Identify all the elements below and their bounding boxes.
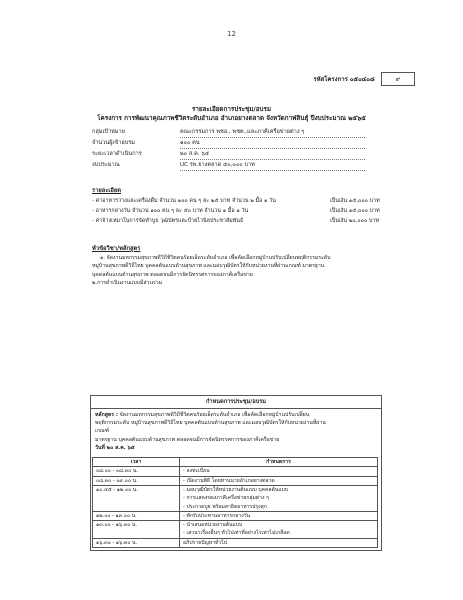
schedule-table xyxy=(92,457,378,548)
course-line: เกณฑ์ xyxy=(95,428,110,435)
column-header-agenda: กำหนดการ xyxy=(180,458,378,467)
schedule-day: วันที่ ๒๐ ส.ค. ๖๕ xyxy=(95,444,135,451)
info-label: กลุ่มเป้าหมาย xyxy=(92,129,125,135)
schedule-box xyxy=(90,395,382,551)
table-row xyxy=(93,538,378,547)
info-row-budget xyxy=(92,160,365,171)
row-time: ๐๘.๓๐ - ๐๙.๐๐ น. xyxy=(93,476,180,485)
project-code-row xyxy=(313,72,415,86)
project-code-label: รหัสโครงการ ๐๕๐๔๐๘ xyxy=(313,76,375,83)
row-time: ๑๓.๐๐ - ๑๖.๓๐ น. xyxy=(93,521,180,539)
row-time: ๑๐.๔๕ - ๑๒.๐๐ น. xyxy=(93,485,180,511)
info-label: ระยะเวลาดำเนินการ xyxy=(92,151,142,157)
row-agenda xyxy=(180,521,378,539)
budget-item-amount: เป็นเงิน ๒๐,๐๐๐ บาท xyxy=(330,218,379,224)
agenda-line: - ลงทะเบียน xyxy=(183,468,210,475)
page-number: 12 xyxy=(227,30,236,38)
agenda-line: - มอบวุฒิบัตรให้หน่วยงานต้นแบบ บุคคลต้นแบบ xyxy=(183,486,289,493)
budget-item-amount: เป็นเงิน ๑๕,๐๐๐ บาท xyxy=(330,198,380,204)
agenda-line: - พักรับประทานอาหารกลางวัน xyxy=(183,512,251,519)
project-info xyxy=(92,127,365,171)
info-value: ๑๐๐ คน xyxy=(180,138,365,149)
info-row-target xyxy=(92,127,365,138)
budget-item-text: - อาหารกลางวัน จำนวน ๑๐๐ คน ๆ ละ ๕๐ บาท จำนวน ๑ มื้อ ๑ วัน xyxy=(92,208,249,214)
row-agenda xyxy=(180,511,378,520)
curriculum-text xyxy=(92,254,377,287)
table-row xyxy=(93,485,378,511)
schedule-header-row xyxy=(93,458,378,467)
course-line: มาตรฐาน บุคคลต้นแบบด้านสุขภาพ ตลอดจนมีการจัดนิทรรศการของภาคีเครือข่าย xyxy=(95,436,280,443)
page-box-number: ๙ xyxy=(381,72,415,86)
course-line: พฤติกรรมระดับ หมู่บ้านสุขภาพดีวิถีไทย บุคคลต้นแบบด้านสุขภาพ และมอบวุฒิบัตรให้กับหน่วยงานที่ผ่าน xyxy=(95,420,326,427)
agenda-line: อภิปรายปัญหาทั่วไป xyxy=(183,539,228,546)
budget-item-amount: เป็นเงิน ๑๕,๐๐๐ บาท xyxy=(330,208,380,214)
details-heading: รายละเอียด xyxy=(92,188,122,194)
schedule-course xyxy=(91,409,381,454)
info-row-period xyxy=(92,149,365,160)
budget-item-text: - ค่าอาหารว่างและเครื่องดื่ม จำนวน ๑๐๐ คน ๆ ละ ๒๕ บาท จำนวน ๒ มื้อ ๑ วัน xyxy=(92,198,276,204)
row-time: ๐๘.๐๐ - ๐๘.๓๐ น. xyxy=(93,467,180,476)
table-row xyxy=(93,467,378,476)
agenda-line: - เปิดงานพิธี โดยท่านนายอำเภอยางตลาด xyxy=(183,477,275,484)
table-row xyxy=(93,521,378,539)
course-label: หลักสูตร : xyxy=(95,412,118,418)
course-line xyxy=(95,411,377,419)
row-agenda xyxy=(180,485,378,511)
curriculum-line: หมู่บ้านสุขภาพดีวิถีไทย บุคคลต้นแบบด้านสุขภาพ และมอบวุฒิบัตรให้กับหน่วยงานที่ผ่านเกณฑ์ มาตรฐาน xyxy=(92,263,325,270)
row-time: ๑๖.๓๐ - ๑๖.๓๐ น. xyxy=(93,538,180,547)
info-label: จำนวนผู้เข้าอบรม xyxy=(92,140,135,146)
curriculum-line: บุคคลต้นแบบด้านสุขภาพ ตลอดจนมีการจัดนิทรรศการของภาคีเครือข่าย xyxy=(92,271,253,278)
budget-item xyxy=(92,196,410,206)
agenda-line: - ประกวดบูธ พร้อมสาธิตอาหารปรุงสุก xyxy=(183,503,267,510)
curriculum-line: ๑. จัดงานมหกรรมสุขภาพดีวิถีชีวิตคนร้อยเอ็ดระดับอำเภอ เพื่อคัดเลือกหมู่บ้านปรับเปลี่ยนพฤติกรรมระดับ xyxy=(100,255,331,261)
document-title: รายละเอียดการประชุม/อบรม xyxy=(191,106,272,113)
info-value: คณะกรรมการ พชอ., พชต.,และภาคีเครือข่ายต่าง ๆ xyxy=(180,127,365,138)
agenda-line: - เสวนาเรื่องอื่นๆ ทั่วไปเท่าที่อย่างไรเท่าไม่เกลือด xyxy=(183,530,290,537)
row-agenda xyxy=(180,538,378,547)
budget-item xyxy=(92,206,410,216)
course-text: จัดงานมหกรรมสุขภาพดีวิถีชีวิตคนร้อยเอ็ดระดับอำเภอ เพื่อคัดเลือกหมู่บ้านปรับเปลี่ยน xyxy=(117,412,310,418)
agenda-line: - การแสดงของภาคีเครือข่ายกลุ่มต่าง ๆ xyxy=(183,495,269,502)
row-agenda xyxy=(180,476,378,485)
info-value: UC รพ.ยางตลาด ๕๐,๐๐๐ บาท xyxy=(180,160,365,171)
schedule-title: กำหนดการประชุม/อบรม xyxy=(91,396,381,409)
budget-list xyxy=(92,196,410,226)
row-agenda xyxy=(180,467,378,476)
table-row xyxy=(93,476,378,485)
info-value: ๒๐ ส.ค. ๖๕ xyxy=(180,149,365,160)
curriculum-line: ๒.การดำเนินงานแบบมีส่วนร่วม xyxy=(92,279,163,286)
info-label: งบประมาณ xyxy=(92,162,120,168)
column-header-time: เวลา xyxy=(93,458,180,467)
budget-item-text: - ค่าจ้างเหมาในการจัดทำบูธ วุฒิบัตรและป้ายไวนิลประชาสัมพันธ์ xyxy=(92,218,244,224)
curriculum-heading: หัวข้อวิชา/หลักสูตร xyxy=(92,246,141,252)
table-row xyxy=(93,511,378,520)
project-title: โครงการ การพัฒนาคุณภาพชีวิตระดับอำเภอ อำเภอยางตลาด จังหวัดกาฬสินธุ์ ปีงบประมาณ ๒๕๖๕ xyxy=(97,115,366,122)
info-row-participants xyxy=(92,138,365,149)
agenda-line: - นำเสนอหน่วยงานต้นแบบ xyxy=(183,522,243,529)
row-time: ๑๒.๐๐ - ๑๓.๐๐ น. xyxy=(93,511,180,520)
budget-item xyxy=(92,216,410,226)
